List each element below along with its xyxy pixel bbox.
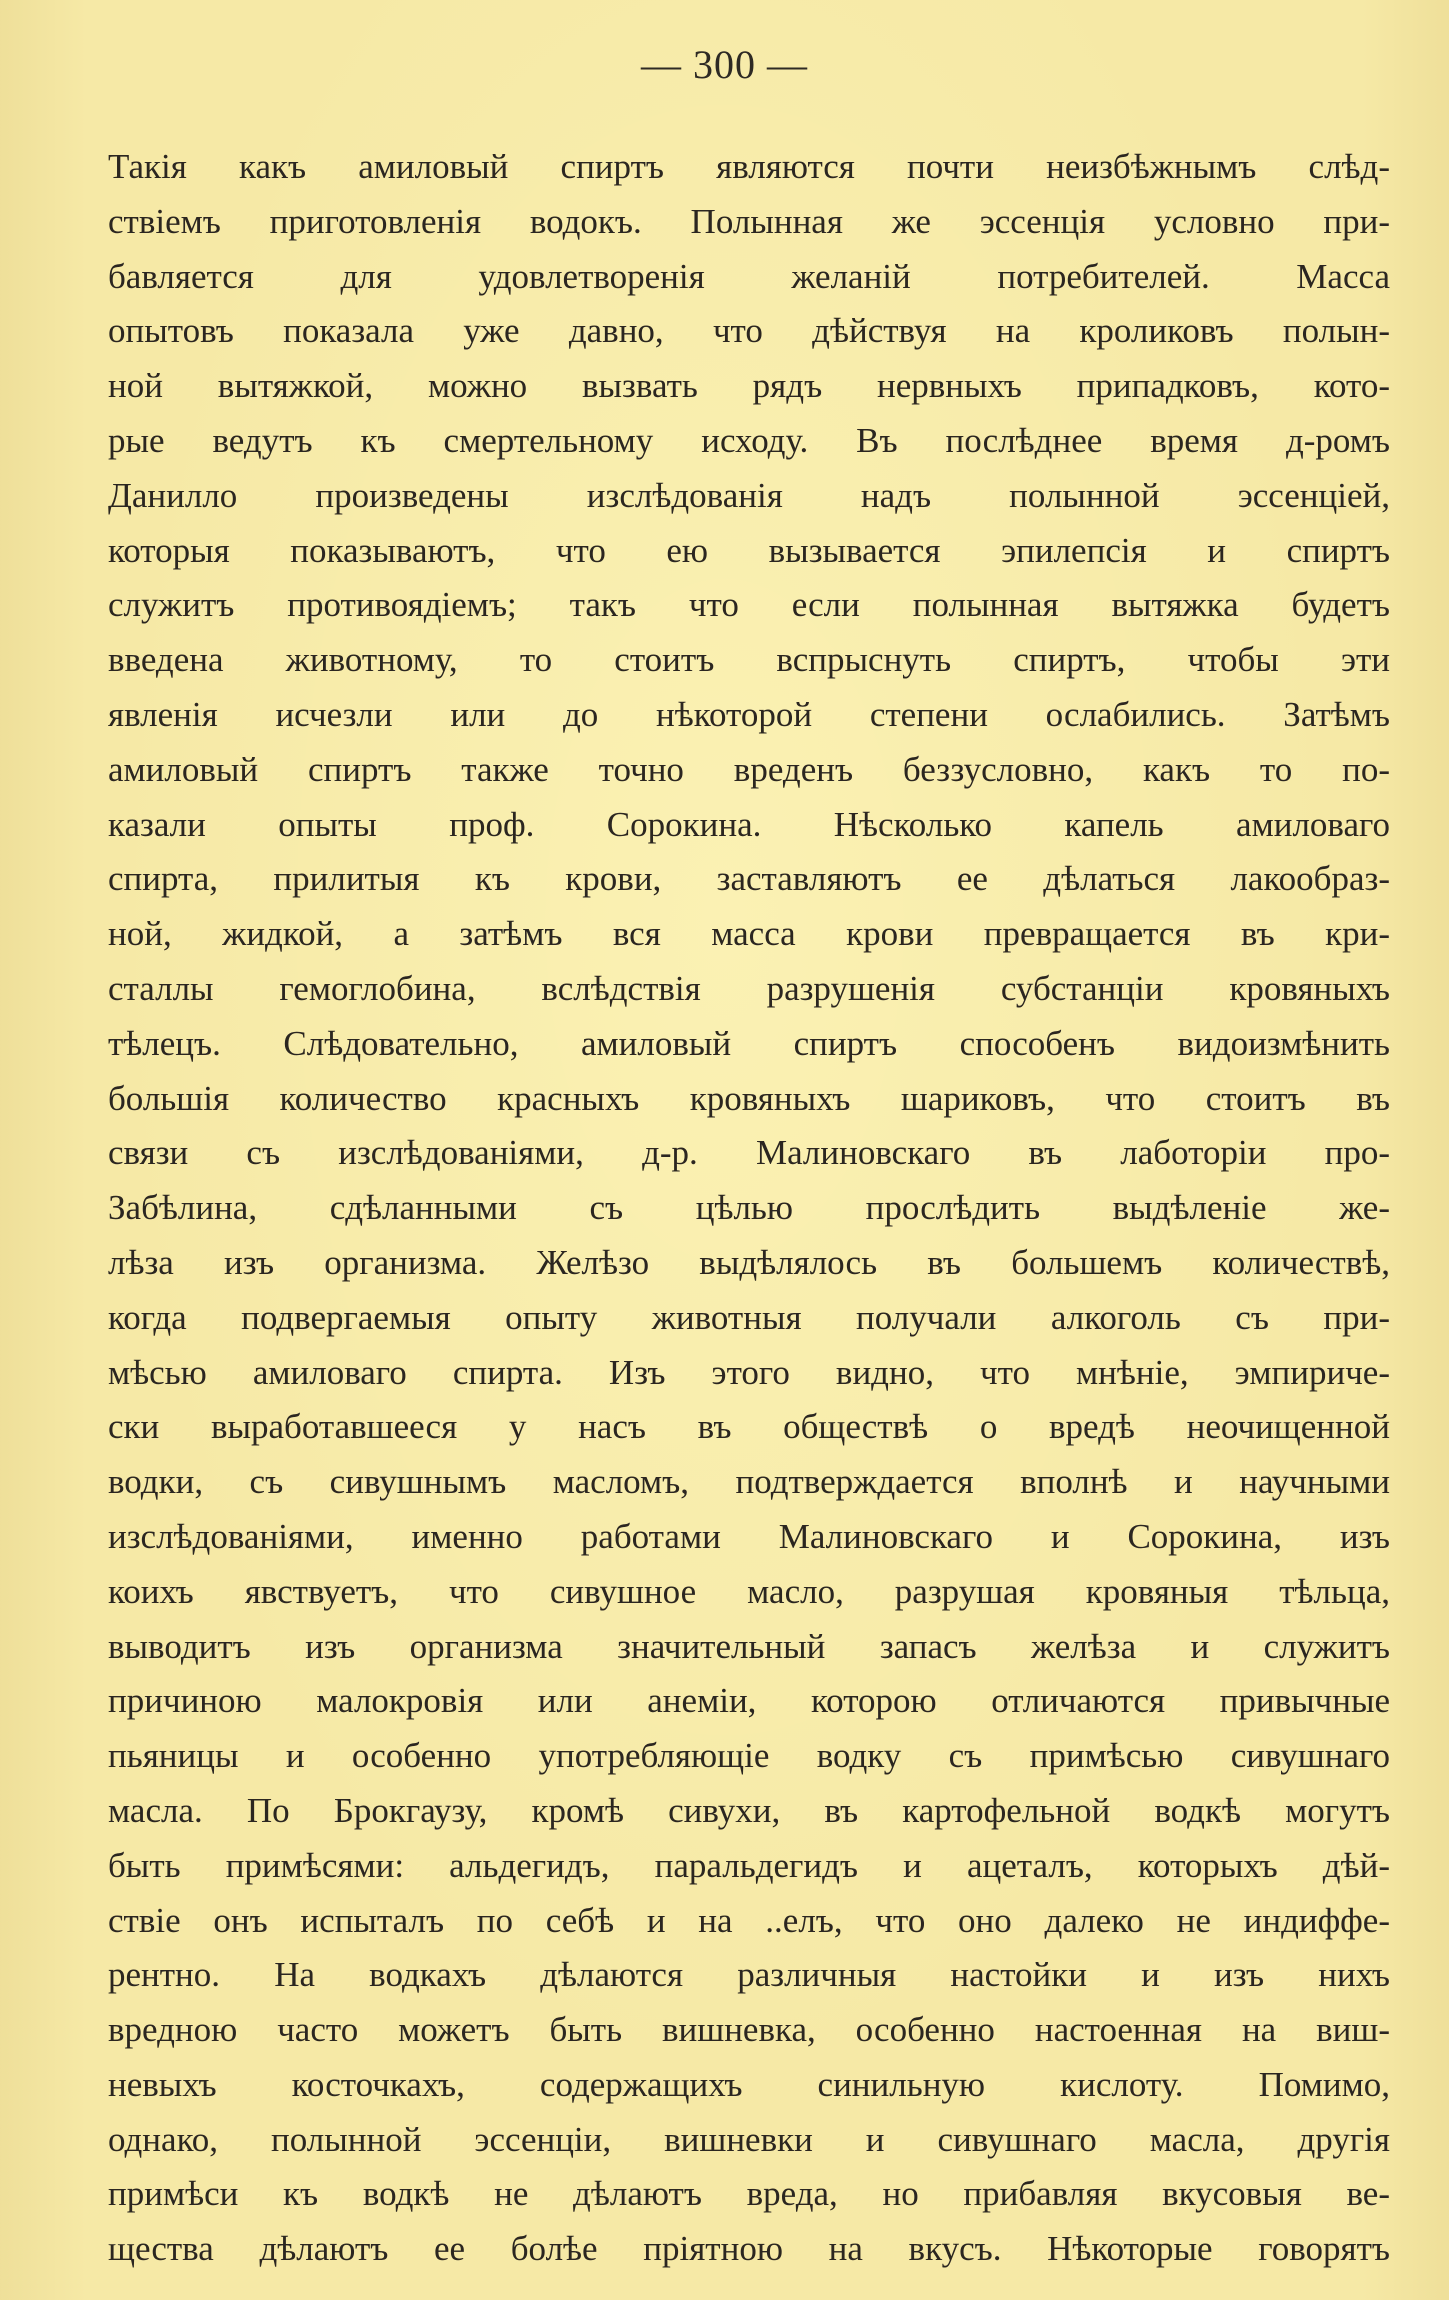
text-line: однако, полынной эссенціи, вишневки и сивушнаго масла, другія xyxy=(108,2119,1390,2159)
text-line: Такія какъ амиловый спиртъ являются почти неизбѣжнымъ слѣд- xyxy=(108,147,1390,186)
text-line: вредною часто можетъ быть вишневка, особенно настоенная на виш- xyxy=(108,2010,1390,2050)
text-line: мѣсью амиловаго спирта. Изъ этого видно, что мнѣніе, эмпириче- xyxy=(108,1352,1390,1392)
text-line: масла. По Брокгаузу, кромѣ сивухи, въ картофельной водкѣ могутъ xyxy=(108,1790,1390,1830)
page-number: — 300 — xyxy=(641,42,808,87)
text-line: Забѣлина, сдѣланными съ цѣлью прослѣдить выдѣленіе же- xyxy=(108,1188,1390,1228)
text-line: введена животному, то стоитъ вспрыснуть спиртъ, чтобы эти xyxy=(108,640,1390,680)
text-line: связи съ изслѣдованіями, д-р. Малиновскаго въ лаботоріи про- xyxy=(108,1133,1390,1173)
text-line: быть примѣсями: альдегидъ, паральдегидъ и ацеталъ, которыхъ дѣй- xyxy=(108,1845,1390,1885)
text-line: рентно. На водкахъ дѣлаются различныя настойки и изъ нихъ xyxy=(108,1955,1390,1995)
text-line: тѣлецъ. Слѣдовательно, амиловый спиртъ способенъ видоизмѣнить xyxy=(108,1023,1390,1063)
text-line: примѣси къ водкѣ не дѣлаютъ вреда, но прибавляя вкусовыя ве- xyxy=(108,2174,1390,2214)
text-line: лѣза изъ организма. Желѣзо выдѣлялось въ большемъ количествѣ, xyxy=(108,1242,1390,1282)
text-line: невыхъ косточкахъ, содержащихъ синильную кислоту. Помимо, xyxy=(108,2064,1390,2104)
text-line: изслѣдованіями, именно работами Малиновскаго и Сорокина, изъ xyxy=(108,1516,1390,1556)
text-line: опытовъ показала уже давно, что дѣйствуя на кроликовъ полын- xyxy=(108,311,1390,351)
text-line: Данилло произведены изслѣдованія надъ полынной эссенціей, xyxy=(108,475,1390,515)
text-line: бавляется для удовлетворенія желаній потребителей. Масса xyxy=(108,256,1390,296)
text-line: выводитъ изъ организма значительный запасъ желѣза и служитъ xyxy=(108,1626,1390,1666)
text-line: пьяницы и особенно употребляющіе водку съ примѣсью сивушнаго xyxy=(108,1736,1390,1776)
body-text xyxy=(108,140,1390,2277)
text-line: когда подвергаемыя опыту животныя получали алкоголь съ при- xyxy=(108,1297,1390,1337)
text-line: ствіе онъ испыталъ по себѣ и на ..елъ, что оно далеко не индиффе- xyxy=(108,1900,1390,1940)
text-line: ствіемъ приготовленія водокъ. Полынная же эссенція условно при- xyxy=(108,201,1390,241)
text-line: казали опыты проф. Сорокина. Нѣсколько капель амиловаго xyxy=(108,804,1390,844)
text-line: причиною малокровія или анеміи, которою отличаются привычные xyxy=(108,1681,1390,1721)
text-line: служитъ противоядіемъ; такъ что если полынная вытяжка будетъ xyxy=(108,585,1390,625)
text-line: ной, жидкой, а затѣмъ вся масса крови превращается въ кри- xyxy=(108,914,1390,954)
text-line: ной вытяжкой, можно вызвать рядъ нервныхъ припадковъ, кото- xyxy=(108,366,1390,406)
text-line: ски выработавшееся у насъ въ обществѣ о вредѣ неочищенной xyxy=(108,1407,1390,1447)
text-line: большія количество красныхъ кровяныхъ шариковъ, что стоитъ въ xyxy=(108,1078,1390,1118)
text-line: рые ведутъ къ смертельному исходу. Въ послѣднее время д-ромъ xyxy=(108,420,1390,460)
text-line: водки, съ сивушнымъ масломъ, подтверждается вполнѣ и научными xyxy=(108,1462,1390,1502)
text-line: явленія исчезли или до нѣкоторой степени ослабились. Затѣмъ xyxy=(108,694,1390,734)
text-line: щества дѣлаютъ ее болѣе пріятною на вкусъ. Нѣкоторые говорятъ xyxy=(108,2229,1390,2269)
text-line: коихъ явствуетъ, что сивушное масло, разрушая кровяныя тѣльца, xyxy=(108,1571,1390,1611)
text-line: амиловый спиртъ также точно вреденъ беззусловно, какъ то по- xyxy=(108,749,1390,789)
text-line: спирта, прилитыя къ крови, заставляютъ ее дѣлаться лакообраз- xyxy=(108,859,1390,899)
text-line: которыя показываютъ, что ею вызывается эпилепсія и спиртъ xyxy=(108,530,1390,570)
text-line: сталлы гемоглобина, вслѣдствія разрушенія субстанціи кровяныхъ xyxy=(108,968,1390,1008)
